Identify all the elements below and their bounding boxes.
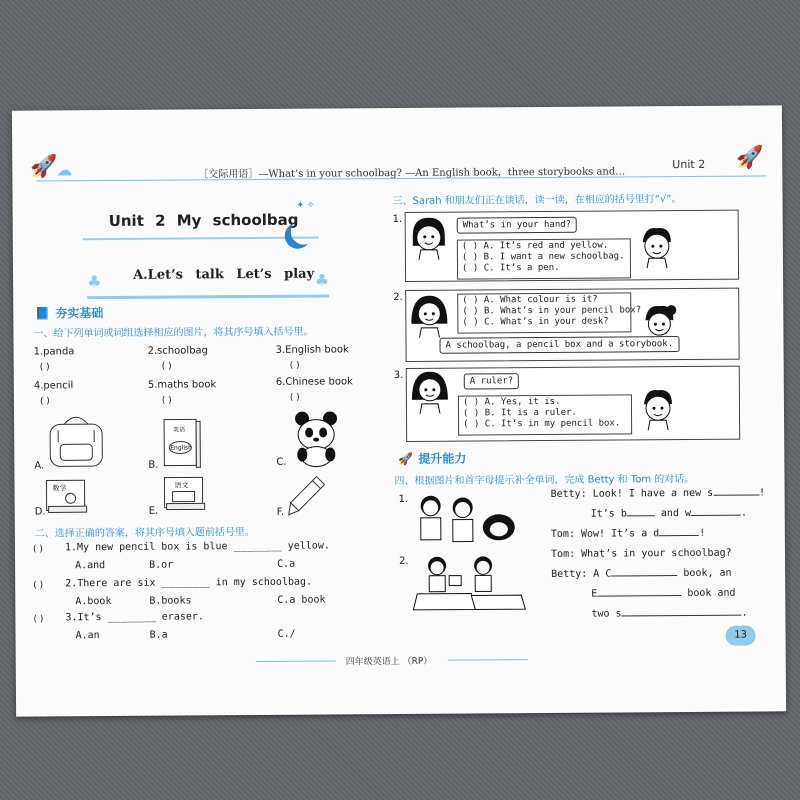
d1-question-bubble: What’s in your hand? xyxy=(457,217,577,234)
trees-decoration: ♣ ♣ xyxy=(87,280,329,299)
english-book-cn-label: 英语 xyxy=(173,426,186,434)
q1-paren-6[interactable]: ( ) xyxy=(289,392,300,403)
q1-paren-3[interactable]: ( ) xyxy=(289,360,300,371)
q4-1-number: 1. xyxy=(398,493,409,506)
q1-instruction: 一、给下列单词或词组选择相应的图片，将其序号填入括号里。 xyxy=(33,326,314,340)
q2-stem-2: 2.There are six ________ in my schoolbag. xyxy=(65,576,313,590)
q2-opt-3c: C./ xyxy=(277,628,296,640)
q2-opt-3b: B.a xyxy=(149,629,168,641)
q2-opt-2c: C.a book xyxy=(277,594,326,606)
blank-chinese[interactable] xyxy=(611,575,677,576)
d2-option-a[interactable]: ( ) A. What colour is it? xyxy=(462,294,598,306)
q1-letter-a: A. xyxy=(34,460,45,472)
q1-letter-e: E. xyxy=(148,505,159,517)
q4-1-line2: It’s b and w . xyxy=(590,507,748,520)
unit-title: Unit 2 My schoolbag xyxy=(108,210,299,231)
d1-number: 1. xyxy=(392,213,403,226)
q1-paren-4[interactable]: ( ) xyxy=(39,396,50,407)
english-book-en-label: English xyxy=(170,444,192,452)
blank-storybooks[interactable] xyxy=(622,615,742,617)
boy-face-icon xyxy=(637,224,677,268)
pencil-picture xyxy=(286,475,326,519)
q1-item-1: 1.panda xyxy=(33,346,75,358)
blank-schoolbag[interactable] xyxy=(713,494,759,495)
d3-option-b[interactable]: ( ) B. It is a ruler. xyxy=(462,407,577,419)
rocket-badge-icon: 🚀 xyxy=(398,451,414,467)
q1-paren-1[interactable]: ( ) xyxy=(39,362,50,373)
sarah-face-icon-2 xyxy=(410,370,450,414)
book-icon: 📘 xyxy=(35,306,51,321)
panda-picture xyxy=(288,408,344,468)
d2-option-b[interactable]: ( ) B. What’s in your pencil box? xyxy=(462,305,642,317)
page-number: 13 xyxy=(726,626,756,646)
schoolbag-scene-picture xyxy=(411,491,529,552)
header-topic: ［交际用语］—What’s in your schoolbag? —An English book，three storybooks and… xyxy=(198,166,626,181)
d1-option-a[interactable]: ( ) A. It’s red and yellow. xyxy=(461,240,609,252)
d1-options-box xyxy=(457,238,631,279)
d1-option-b[interactable]: ( ) B. I want a new schoolbag. xyxy=(461,251,625,263)
q4-2-line2: Betty: A C book, an xyxy=(551,567,732,580)
q1-letter-d: D. xyxy=(34,506,46,518)
header-unit: Unit 2 xyxy=(672,157,706,172)
d3-option-c[interactable]: ( ) C. It’s in my pencil box. xyxy=(463,418,621,430)
section-badge-basic: 📘 夯实基础 xyxy=(35,306,104,321)
q2-paren-3[interactable]: ( ) xyxy=(33,614,44,625)
blank-white[interactable] xyxy=(691,515,741,516)
rocket-icon: 🚀 xyxy=(30,154,58,180)
boy-face-icon-2 xyxy=(638,386,678,430)
footer-rule-left xyxy=(256,660,336,662)
schoolbag-picture xyxy=(42,410,112,470)
d1-option-c[interactable]: ( ) C. It’s a pen. xyxy=(461,262,560,274)
q1-paren-2[interactable]: ( ) xyxy=(161,361,172,372)
maths-book-label: 数学 xyxy=(52,484,67,493)
q4-1-line1: Betty: Look! I have a new s ! xyxy=(550,487,766,500)
sarah-face-icon xyxy=(409,294,449,338)
q2-opt-2a: A.book xyxy=(75,596,112,608)
d2-answer-bubble: A schoolbag, a pencil box and a storybook. xyxy=(439,336,679,354)
q2-stem-1: 1.My new pencil box is blue ________ yellow. xyxy=(64,540,330,554)
q1-item-6: 6.Chinese book xyxy=(275,376,353,388)
d2-options-box xyxy=(457,292,642,333)
q2-paren-1[interactable]: ( ) xyxy=(32,544,43,555)
q1-item-2: 2.schoolbag xyxy=(147,345,209,357)
d3-option-a[interactable]: ( ) A. Yes, it is. xyxy=(462,396,561,408)
classroom-scene-picture xyxy=(411,553,529,614)
q2-opt-1a: A.and xyxy=(75,560,106,572)
q1-item-5: 5.maths book xyxy=(147,379,217,391)
q2-instruction: 二、选择正确的答案，将其序号填入题前括号里。 xyxy=(34,527,255,540)
q4-2-line4: two s . xyxy=(591,607,748,620)
q2-stem-3: 3.It’s ________ eraser. xyxy=(65,611,204,624)
d3-number: 3. xyxy=(393,369,404,382)
q1-letter-b: B. xyxy=(148,459,159,471)
d2-number: 2. xyxy=(393,291,403,304)
rocket-icon: 🚀 xyxy=(736,145,764,171)
lesson-subtitle: A.Let’s talk Let’s play xyxy=(132,266,315,283)
d3-options-box xyxy=(458,394,632,435)
q4-instruction: 四、根据图片和首字母提示补全单词，完成 Betty 和 Tom 的对话。 xyxy=(394,473,695,488)
q1-letter-c: C. xyxy=(276,456,287,468)
workbook-page xyxy=(12,105,786,716)
blank-english[interactable] xyxy=(597,595,681,597)
title-underline xyxy=(83,237,319,241)
q1-paren-5[interactable]: ( ) xyxy=(161,395,172,406)
q2-paren-2[interactable]: ( ) xyxy=(33,580,44,591)
blank-blue[interactable] xyxy=(627,515,655,516)
q3-instruction: 三、Sarah 和朋友们正在谈话，读一读，在相应的括号里打“√”。 xyxy=(392,194,682,208)
moon-icon xyxy=(291,219,317,245)
d2-option-c[interactable]: ( ) C. What’s in your desk? xyxy=(462,316,609,328)
q1-item-4: 4.pencil xyxy=(33,380,74,392)
q4-2-number: 2. xyxy=(399,555,409,568)
maths-book-picture xyxy=(42,476,92,516)
d3-question-bubble: A ruler? xyxy=(464,373,519,389)
footer-rule-right xyxy=(448,659,528,661)
stars-icon: ✦ ✧ xyxy=(296,200,315,211)
q2-opt-2b: B.books xyxy=(149,595,192,607)
cloud-icon: ☁ xyxy=(56,160,73,180)
blank-dog[interactable] xyxy=(659,535,699,536)
q2-opt-1b: B.or xyxy=(149,559,174,571)
q1-letter-f: F. xyxy=(276,506,285,518)
section-badge-improve: 🚀 提升能力 xyxy=(398,451,467,467)
q1-item-3: 3.English book xyxy=(275,344,349,356)
chinese-book-picture xyxy=(160,473,210,515)
girl-face-icon xyxy=(409,216,449,260)
q2-opt-1c: C.a xyxy=(277,558,296,570)
english-book-picture xyxy=(160,415,204,471)
chinese-book-label: 语文 xyxy=(174,481,189,490)
footer-book-title: 四年级英语上 （RP） xyxy=(345,656,433,668)
q4-2-line1: Tom: What’s in your schoolbag? xyxy=(550,547,732,560)
q4-2-line3: E book and xyxy=(591,587,736,600)
q4-1-line3: Tom: Wow! It’s a d ! xyxy=(550,527,706,540)
q2-opt-3a: A.an xyxy=(75,630,100,642)
